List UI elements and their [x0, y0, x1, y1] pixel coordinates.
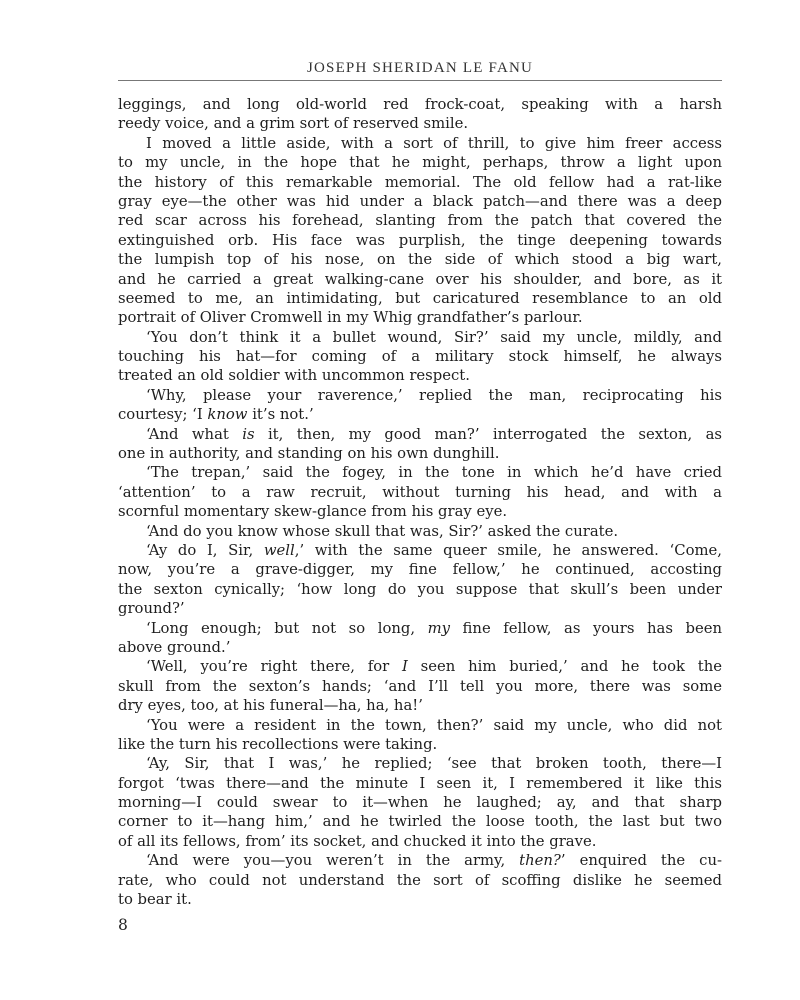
- text-run: courtesy; ‘I: [118, 406, 208, 424]
- text-line: ‘Ay, Sir, that I was,’ he replied; ‘see that broken tooth, there—I: [146, 755, 722, 773]
- text-line: the sexton cynically; ‘how long do you suppose that skull’s been under: [118, 580, 722, 598]
- text-line: I moved a little aside, with a sort of thrill, to give him freer access: [146, 134, 722, 152]
- text-line: one in authority, and standing on his own dunghill.: [118, 445, 500, 463]
- text-line: [118, 619, 722, 638]
- text-line: ‘And do you know whose skull that was, Sir?’ asked the curate.: [146, 522, 619, 540]
- text-line: seemed to me, an intimidating, but caricatured resemblance to an old: [118, 289, 722, 307]
- text-line: and he carried a great walking-cane over his shoulder, and bore, as it: [118, 270, 722, 288]
- text-run: ‘And what: [146, 425, 243, 443]
- text-line: to bear it.: [118, 891, 192, 909]
- text-line: the history of this remarkable memorial. The old fellow had a rat-like: [118, 173, 722, 191]
- italic-word: I: [402, 658, 408, 676]
- text-line: reedy voice, and a grim sort of reserved smile.: [118, 115, 469, 133]
- text-line: extinguished orb. His face was purplish, the tinge deepening towards: [118, 231, 722, 249]
- text-line: ‘Why, please your raverence,’ replied the man, reciprocating his: [146, 386, 722, 404]
- text-run: ‘Long enough; but not so long,: [146, 619, 428, 637]
- text-line: to my uncle, in the hope that he might, perhaps, throw a light upon: [118, 154, 722, 172]
- text-line: dry eyes, too, at his funeral—ha, ha, ha!’: [118, 697, 423, 715]
- text-run: it, then, my good man?’ interrogated the sexton, as: [254, 425, 722, 443]
- text-line: ‘You don’t think it a bullet wound, Sir?’ said my uncle, mildly, and: [146, 328, 722, 346]
- text-run: it’s not.’: [247, 406, 314, 424]
- text-line: touching his hat—for coming of a military stock himself, he always: [118, 348, 722, 366]
- italic-word: my: [427, 619, 450, 637]
- text-line: leggings, and long old-world red frock-coat, speaking with a harsh: [118, 96, 722, 113]
- italic-word: then?: [519, 852, 561, 870]
- text-line: skull from the sexton’s hands; ‘and I’ll tell you more, there was some: [118, 677, 722, 695]
- text-line: [118, 425, 722, 444]
- text-line: [118, 851, 722, 870]
- text-line: morning—I could swear to it—when he laughed; ay, and that sharp: [118, 794, 722, 812]
- text-line: ground?’: [118, 600, 185, 618]
- text-line: scornful momentary skew-glance from his gray eye.: [118, 503, 508, 521]
- text-line: forgot ‘twas there—and the minute I seen it, I remembered it like this: [118, 774, 722, 792]
- text-line: treated an old soldier with uncommon respect.: [118, 367, 470, 385]
- text-run: fine fellow, as yours has been: [450, 619, 722, 637]
- italic-word: know: [207, 406, 248, 424]
- text-line: ‘You were a resident in the town, then?’ said my uncle, who did not: [146, 716, 722, 734]
- text-run: ‘Ay do I, Sir,: [146, 541, 264, 559]
- text-line: like the turn his recollections were taking.: [118, 735, 438, 753]
- text-line: of all its fellows, from’ its socket, and chucked it into the grave.: [118, 832, 597, 850]
- text-line: ‘attention’ to a raw recruit, without turning his head, and with a: [118, 483, 722, 501]
- text-run: ,’ with the same queer smile, he answered. ‘Come,: [294, 541, 722, 559]
- text-run: ‘And were you—you weren’t in the army,: [146, 852, 520, 870]
- page-number: 8: [118, 916, 128, 934]
- text-run: seen him buried,’ and he took the: [407, 658, 722, 676]
- text-line: [118, 405, 722, 424]
- header-rule: [118, 80, 722, 81]
- text-line: red scar across his forehead, slanting from the patch that covered the: [118, 212, 722, 230]
- text-line: corner to it—hang him,’ and he twirled the loose tooth, the last but two: [118, 813, 722, 831]
- body-text: [118, 95, 722, 909]
- text-line: ‘The trepan,’ said the fogey, in the tone in which he’d have cried: [146, 464, 722, 482]
- text-line: above ground.’: [118, 638, 231, 656]
- text-line: rate, who could not understand the sort of scoffing dislike he seemed: [118, 871, 722, 889]
- text-line: gray eye—the other was hid under a black patch—and there was a deep: [118, 192, 722, 210]
- text-line: portrait of Oliver Cromwell in my Whig grandfather’s parlour.: [118, 309, 583, 327]
- running-head: JOSEPH SHERIDAN LE FANU: [306, 60, 534, 76]
- text-line: the lumpish top of his nose, on the side of which stood a big wart,: [118, 251, 722, 269]
- italic-word: well: [263, 541, 295, 559]
- text-line: [118, 541, 722, 560]
- italic-word: is: [242, 425, 255, 443]
- text-run: ’ enquired the cu-: [560, 852, 722, 870]
- text-run: ‘Well, you’re right there, for: [146, 658, 402, 676]
- text-line: [118, 657, 722, 676]
- text-line: now, you’re a grave-digger, my fine fellow,’ he continued, accosting: [118, 561, 722, 579]
